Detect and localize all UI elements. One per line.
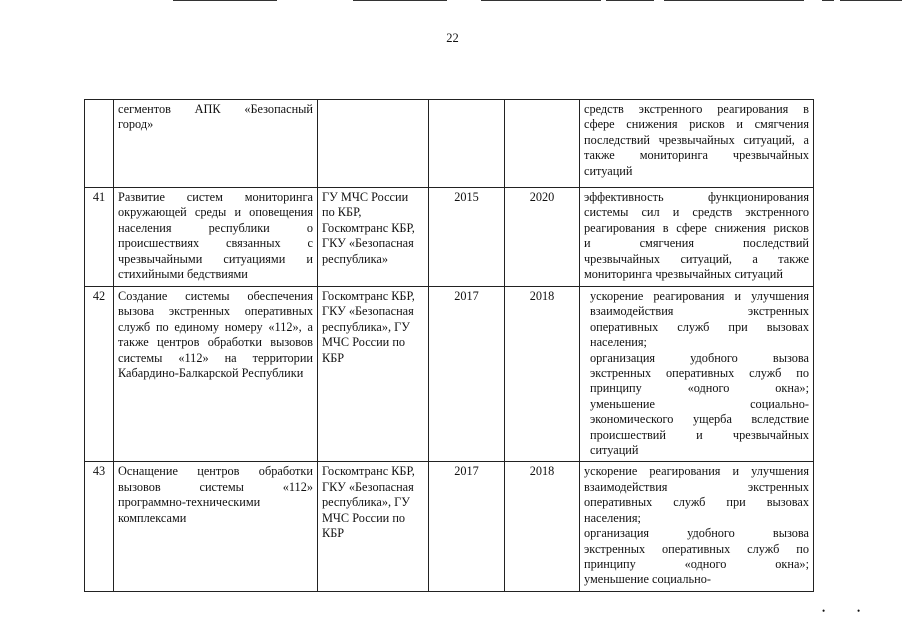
name-line: Кабардино-Балкарской Республики (118, 366, 304, 381)
measures-table-body (85, 100, 814, 592)
result-line: мониторинга чрезвычайных ситуаций (584, 267, 783, 282)
executor-line: республика», ГУ (322, 495, 410, 510)
name-line: Оснащение центров обработки (118, 464, 313, 479)
start-year-cell (429, 462, 505, 591)
start-year-cell (429, 287, 505, 462)
expected-result-cell (580, 188, 814, 287)
name-line: чрезвычайными ситуациями и (118, 251, 313, 266)
executor-cell (318, 287, 429, 462)
result-line: уменьшение социально- (590, 396, 809, 411)
name-line: системы «112» на территории (118, 350, 313, 365)
row-number-cell (85, 462, 114, 591)
name-line: также центров обработки вызовов (118, 335, 313, 350)
executor-line: ГКУ «Безопасная (322, 479, 414, 494)
name-line: комплексами (118, 510, 187, 525)
result-line: ситуаций (590, 443, 639, 458)
name-line: вызовов системы «112» (118, 479, 313, 494)
result-line: ускорение реагирования и улучшения (590, 289, 809, 303)
name-line: программно-техническими (118, 495, 261, 510)
result-line: и смягчения последствий (584, 236, 809, 251)
executor-line: МЧС России по (322, 510, 406, 525)
row-number-cell (85, 287, 114, 462)
result-line: организация удобного вызова (584, 526, 809, 541)
end-year: 2018 (529, 289, 555, 303)
start-year-cell (429, 100, 505, 188)
result-line: экстренных оперативных служб по (584, 541, 809, 556)
result-line: системы сил и средств экстренного (584, 205, 809, 220)
table-row (85, 462, 814, 591)
result-line: также мониторинга чрезвычайных (584, 148, 809, 163)
start-year: 2015 (454, 190, 479, 204)
scan-artifact-line (353, 0, 447, 1)
executor-line: ГКУ «Безопасная (322, 236, 414, 251)
table-row (85, 188, 814, 287)
result-line: последствий чрезвычайных ситуаций, а (584, 132, 809, 147)
name-line: стихийными бедствиями (118, 267, 248, 282)
result-line: происшествий и чрезвычайных (590, 427, 809, 442)
name-line: вызова экстренных оперативных (118, 304, 313, 319)
measure-name-cell (114, 462, 318, 591)
result-line: средств экстренного реагирования в (584, 102, 809, 116)
start-year-cell (429, 188, 505, 287)
end-year: 2020 (529, 190, 555, 204)
scan-artifact-line (840, 0, 902, 1)
end-year-cell (505, 100, 580, 188)
end-year-cell (505, 287, 580, 462)
executor-line: республика» (322, 251, 388, 266)
result-line: экстренных оперативных служб по (590, 366, 809, 381)
executor-line: республика», ГУ (322, 319, 410, 334)
result-line: взаимодействия экстренных (590, 304, 809, 319)
measures-table (84, 99, 814, 592)
result-line: населения; (584, 510, 641, 525)
result-line: ускорение реагирования и улучшения (584, 464, 809, 479)
table-row (85, 287, 814, 462)
expected-result-cell (580, 462, 814, 591)
result-line: реагирования в сфере снижения рисков (584, 220, 809, 235)
executor-cell (318, 462, 429, 591)
executor-line: Госкомтранс КБР, (322, 220, 415, 235)
executor-cell (318, 100, 429, 188)
name-line: Создание системы обеспечения (118, 289, 313, 303)
measure-name-cell (114, 100, 318, 188)
start-year: 2017 (454, 289, 479, 303)
result-line: сфере снижения рисков и смягчения (584, 117, 809, 132)
row-number: 42 (92, 289, 106, 303)
result-line: эффективность функционирования (584, 190, 809, 204)
executor-line: ГКУ «Безопасная (322, 304, 414, 319)
result-line: организация удобного вызова (590, 350, 809, 365)
page-number: 22 (446, 31, 459, 45)
table-row (85, 100, 814, 188)
result-line: населения; (590, 335, 647, 350)
name-line: Развитие систем мониторинга (118, 190, 313, 204)
row-number-cell (85, 100, 114, 188)
scan-artifact-line (481, 0, 601, 1)
scan-artifact-line (606, 0, 654, 1)
measure-name-cell (114, 188, 318, 287)
executor-line: по КБР, (322, 205, 362, 220)
result-line: чрезвычайных ситуаций, а также (584, 251, 809, 266)
scan-speck: • (822, 606, 826, 616)
scan-artifact-line (664, 0, 804, 1)
name-line: город» (118, 117, 154, 132)
result-line: уменьшение социально- (584, 572, 711, 587)
executor-line: МЧС России по (322, 335, 406, 350)
name-line: происшествиях связанных с (118, 236, 313, 251)
end-year-cell (505, 188, 580, 287)
scan-artifact-line (822, 0, 834, 1)
row-number-cell (85, 188, 114, 287)
executor-line: КБР (322, 350, 345, 365)
expected-result-cell (580, 100, 814, 188)
executor-cell (318, 188, 429, 287)
expected-result-cell (580, 287, 814, 462)
executor-line: Госкомтранс КБР, (322, 464, 415, 479)
name-line: сегментов АПК «Безопасный (118, 102, 313, 116)
result-line: ситуаций (584, 163, 633, 178)
name-line: окружающей среды и оповещения (118, 205, 313, 220)
name-line: служб по единому номеру «112», а (118, 319, 313, 334)
executor-line: Госкомтранс КБР, (322, 289, 415, 303)
result-line: принципу «одного окна»; (590, 381, 809, 396)
executor-line: КБР (322, 526, 345, 541)
end-year: 2018 (529, 464, 555, 479)
name-line: населения республики о (118, 220, 313, 235)
scan-artifact-line (173, 0, 277, 1)
measure-name-cell (114, 287, 318, 462)
result-line: оперативных служб при вызовах (584, 495, 809, 510)
row-number: 43 (92, 464, 106, 479)
start-year: 2017 (454, 464, 479, 479)
executor-line: ГУ МЧС России (322, 190, 409, 204)
result-line: оперативных служб при вызовах (590, 319, 809, 334)
scan-speck: • (857, 606, 861, 616)
result-line: экономического ущерба вследствие (590, 412, 809, 427)
result-line: принципу «одного окна»; (584, 556, 809, 571)
end-year-cell (505, 462, 580, 591)
result-line: взаимодействия экстренных (584, 479, 809, 494)
row-number: 41 (92, 190, 106, 204)
